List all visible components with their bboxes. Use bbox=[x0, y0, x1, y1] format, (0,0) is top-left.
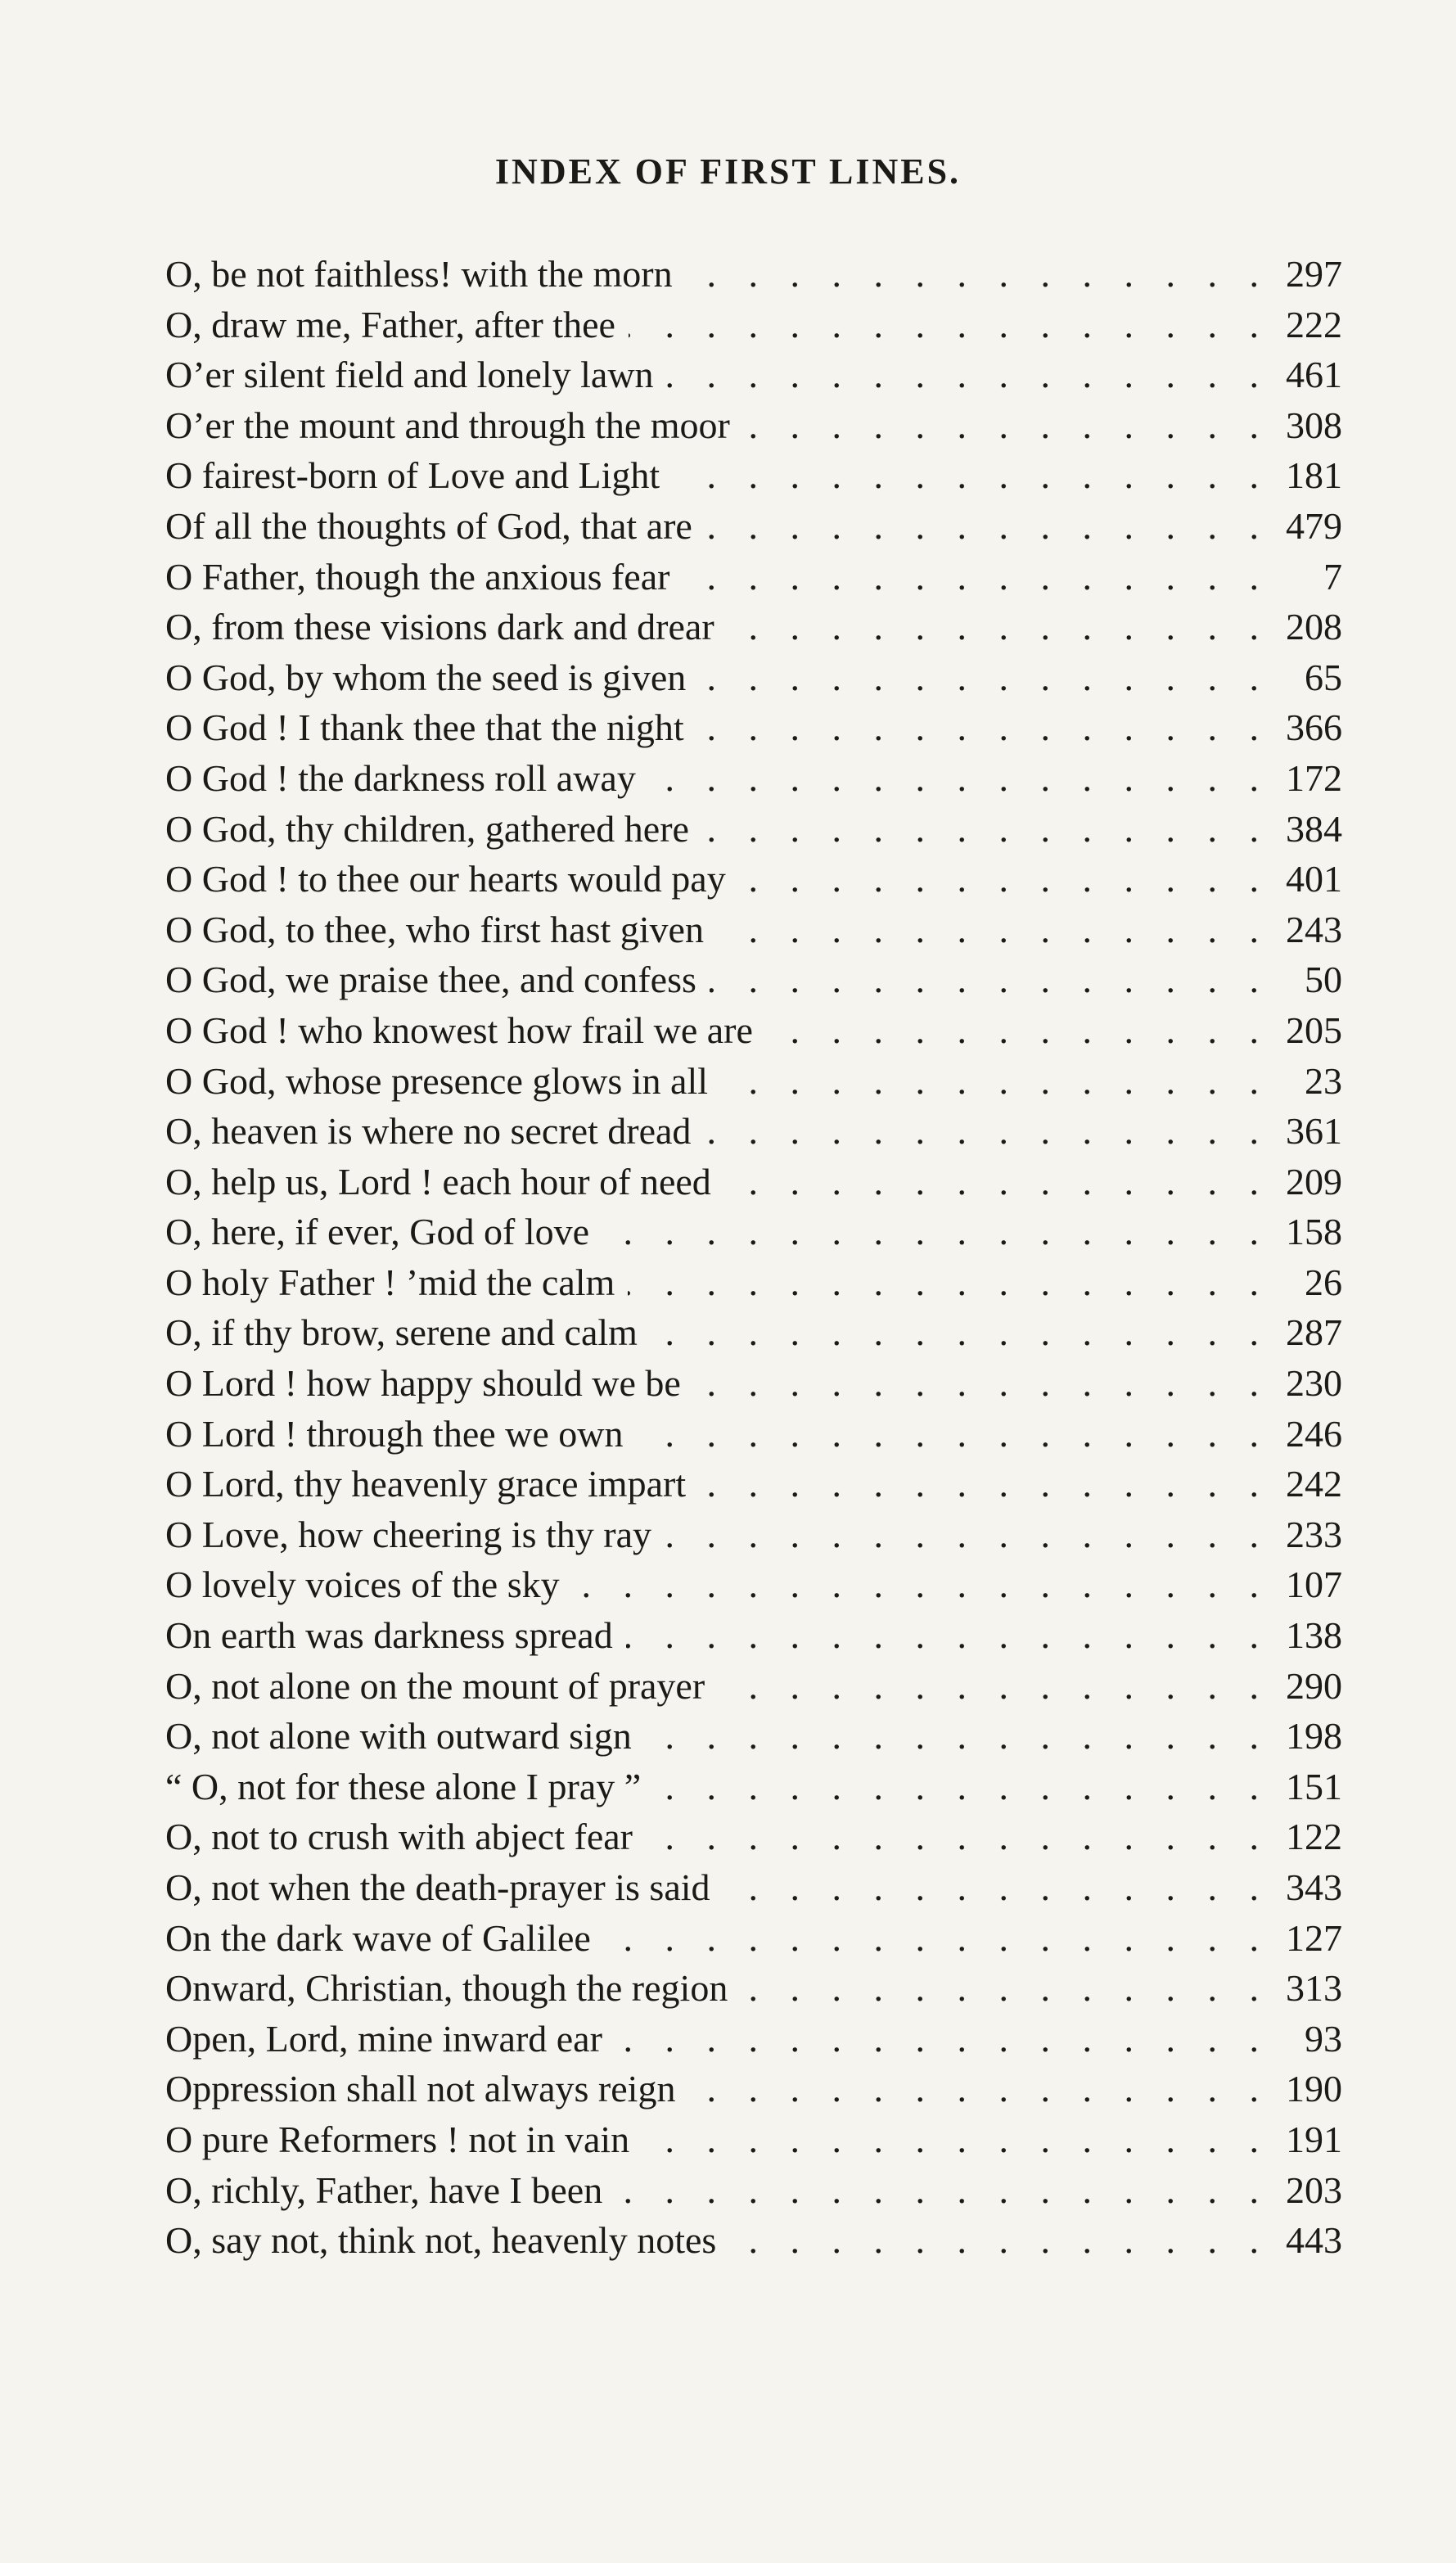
dot-leader bbox=[721, 1056, 1270, 1107]
first-line-text: Oppression shall not always reign bbox=[165, 2068, 676, 2110]
dot-leader bbox=[743, 400, 1270, 451]
first-line-text: O Lord ! through thee we own bbox=[165, 1412, 624, 1455]
first-lines-index bbox=[165, 249, 1342, 2266]
index-entry bbox=[165, 350, 1342, 400]
page-number: 65 bbox=[1305, 656, 1342, 698]
dot-leader bbox=[645, 1711, 1270, 1762]
dot-leader bbox=[697, 702, 1270, 753]
first-line-text: O’er silent field and lonely lawn bbox=[165, 354, 654, 396]
first-line-text: O, heaven is where no secret dread bbox=[165, 1110, 692, 1153]
first-line-text: O God ! I thank thee that the night bbox=[165, 706, 684, 749]
first-line-text: O lovely voices of the sky bbox=[165, 1564, 560, 1606]
index-entry bbox=[165, 1257, 1342, 1308]
page-number: 205 bbox=[1286, 1009, 1342, 1051]
index-entry bbox=[165, 652, 1342, 703]
first-line-text: O God ! who knowest how frail we are bbox=[165, 1009, 753, 1051]
index-entry bbox=[165, 1559, 1342, 1610]
dot-leader bbox=[741, 1963, 1270, 2014]
page-number: 151 bbox=[1286, 1765, 1342, 1807]
page-number: 191 bbox=[1286, 2118, 1342, 2160]
index-entry bbox=[165, 954, 1342, 1005]
first-line-text: O fairest-born of Love and Light bbox=[165, 454, 660, 497]
first-line-text: O God, thy children, gathered here bbox=[165, 807, 689, 850]
index-entry bbox=[165, 1762, 1342, 1812]
index-entry bbox=[165, 1005, 1342, 1056]
page-number: 209 bbox=[1286, 1160, 1342, 1203]
dot-leader bbox=[646, 1812, 1270, 1862]
dot-leader bbox=[723, 1862, 1270, 1913]
dot-leader bbox=[637, 1409, 1270, 1460]
index-entry bbox=[165, 2215, 1342, 2266]
first-line-text: O, not to crush with abject fear bbox=[165, 1816, 633, 1858]
dot-leader bbox=[649, 753, 1270, 804]
index-entry bbox=[165, 400, 1342, 451]
index-entry bbox=[165, 501, 1342, 552]
dot-leader bbox=[694, 1358, 1270, 1409]
dot-leader bbox=[573, 1559, 1270, 1610]
page-number: 384 bbox=[1286, 807, 1342, 850]
first-line-text: O Father, though the anxious fear bbox=[165, 555, 670, 598]
first-line-text: O God ! the darkness roll away bbox=[165, 756, 636, 799]
index-entry bbox=[165, 1358, 1342, 1409]
dot-leader bbox=[673, 450, 1270, 501]
index-entry bbox=[165, 1207, 1342, 1257]
dot-leader bbox=[688, 2064, 1270, 2114]
dot-leader bbox=[615, 2165, 1270, 2216]
page-number: 138 bbox=[1286, 1614, 1342, 1657]
page-number: 401 bbox=[1286, 858, 1342, 900]
index-entry bbox=[165, 1711, 1342, 1762]
dot-leader bbox=[729, 2215, 1270, 2266]
index-entry bbox=[165, 1106, 1342, 1157]
first-line-text: O, here, if ever, God of love bbox=[165, 1211, 590, 1253]
index-entry bbox=[165, 905, 1342, 955]
page-number: 50 bbox=[1305, 959, 1342, 1001]
dot-leader bbox=[710, 954, 1270, 1005]
index-entry bbox=[165, 552, 1342, 602]
page-number: 203 bbox=[1286, 2168, 1342, 2211]
dot-leader bbox=[651, 1307, 1270, 1358]
index-entry bbox=[165, 602, 1342, 652]
index-entry bbox=[165, 249, 1342, 300]
dot-leader bbox=[683, 552, 1270, 602]
index-entry bbox=[165, 450, 1342, 501]
page-number: 343 bbox=[1286, 1866, 1342, 1908]
index-entry bbox=[165, 1307, 1342, 1358]
dot-leader bbox=[739, 854, 1270, 905]
first-line-text: O, not alone with outward sign bbox=[165, 1715, 632, 1758]
dot-leader bbox=[602, 1207, 1270, 1257]
page-number: 23 bbox=[1305, 1059, 1342, 1102]
page-number: 366 bbox=[1286, 706, 1342, 749]
first-line-text: O, not alone on the mount of prayer bbox=[165, 1664, 705, 1707]
page-number: 443 bbox=[1286, 2219, 1342, 2262]
first-line-text: O Lord ! how happy should we be bbox=[165, 1362, 681, 1405]
page-number: 297 bbox=[1286, 253, 1342, 295]
first-line-text: O, from these visions dark and drear bbox=[165, 606, 714, 648]
page-number: 479 bbox=[1286, 504, 1342, 547]
index-entry bbox=[165, 1862, 1342, 1913]
page-number: 198 bbox=[1286, 1715, 1342, 1758]
dot-leader bbox=[699, 1459, 1270, 1509]
first-line-text: O Lord, thy heavenly grace impart bbox=[165, 1463, 687, 1505]
first-line-text: Onward, Christian, though the region bbox=[165, 1967, 728, 2010]
page-number: 93 bbox=[1305, 2017, 1342, 2060]
index-entry bbox=[165, 300, 1342, 350]
index-entry bbox=[165, 1661, 1342, 1712]
index-entry bbox=[165, 1056, 1342, 1107]
first-line-text: O, help us, Lord ! each hour of need bbox=[165, 1160, 711, 1203]
dot-leader bbox=[724, 1157, 1270, 1207]
dot-leader bbox=[667, 350, 1270, 400]
index-entry bbox=[165, 1812, 1342, 1862]
index-entry bbox=[165, 1409, 1342, 1460]
first-line-text: O God, we praise thee, and confess bbox=[165, 959, 696, 1001]
dot-leader bbox=[702, 804, 1270, 855]
index-entry bbox=[165, 2114, 1342, 2165]
page-number: 222 bbox=[1286, 303, 1342, 345]
first-line-text: Open, Lord, mine inward ear bbox=[165, 2017, 602, 2060]
first-line-text: On earth was darkness spread bbox=[165, 1614, 613, 1657]
page-number: 233 bbox=[1286, 1513, 1342, 1555]
page-number: 242 bbox=[1286, 1463, 1342, 1505]
index-entry bbox=[165, 1963, 1342, 2014]
index-entry bbox=[165, 1610, 1342, 1661]
dot-leader bbox=[728, 602, 1270, 652]
dot-leader bbox=[604, 1913, 1270, 1964]
page-number: 107 bbox=[1286, 1564, 1342, 1606]
dot-leader bbox=[615, 2014, 1270, 2064]
index-entry bbox=[165, 753, 1342, 804]
page-number: 461 bbox=[1286, 354, 1342, 396]
page-number: 127 bbox=[1286, 1916, 1342, 1959]
page-number: 287 bbox=[1286, 1311, 1342, 1354]
first-line-text: O, draw me, Father, after thee bbox=[165, 303, 615, 345]
dot-leader bbox=[629, 300, 1270, 350]
page-number: 361 bbox=[1286, 1110, 1342, 1153]
first-line-text: O, be not faithless! with the morn bbox=[165, 253, 673, 295]
page-number: 172 bbox=[1286, 756, 1342, 799]
dot-leader bbox=[705, 501, 1270, 552]
first-line-text: O, say not, think not, heavenly notes bbox=[165, 2219, 717, 2262]
dot-leader bbox=[699, 652, 1270, 703]
page-number: 308 bbox=[1286, 404, 1342, 446]
page-number: 122 bbox=[1286, 1816, 1342, 1858]
index-entry bbox=[165, 1459, 1342, 1509]
dot-leader bbox=[717, 905, 1270, 955]
index-entry bbox=[165, 1913, 1342, 1964]
first-line-text: O holy Father ! ’mid the calm bbox=[165, 1261, 615, 1303]
dot-leader bbox=[628, 1257, 1270, 1308]
first-line-text: O God, by whom the seed is given bbox=[165, 656, 687, 698]
first-line-text: O’er the mount and through the moor bbox=[165, 404, 730, 446]
first-line-text: “ O, not for these alone I pray ” bbox=[165, 1765, 642, 1807]
index-entry bbox=[165, 804, 1342, 855]
page-number: 7 bbox=[1323, 555, 1342, 598]
page-number: 26 bbox=[1305, 1261, 1342, 1303]
index-entry bbox=[165, 1157, 1342, 1207]
page-number: 246 bbox=[1286, 1412, 1342, 1455]
dot-leader bbox=[704, 1106, 1270, 1157]
page-number: 243 bbox=[1286, 908, 1342, 950]
page-number: 290 bbox=[1286, 1664, 1342, 1707]
first-line-text: O, richly, Father, have I been bbox=[165, 2168, 603, 2211]
dot-leader bbox=[665, 1509, 1270, 1560]
index-entry bbox=[165, 2014, 1342, 2064]
dot-leader bbox=[626, 1610, 1270, 1661]
page-number: 190 bbox=[1286, 2068, 1342, 2110]
first-line-text: On the dark wave of Galilee bbox=[165, 1916, 591, 1959]
page-number: 208 bbox=[1286, 606, 1342, 648]
index-entry bbox=[165, 1509, 1342, 1560]
first-line-text: O God, to thee, who first hast given bbox=[165, 908, 704, 950]
index-entry bbox=[165, 2165, 1342, 2216]
first-line-text: O Love, how cheering is thy ray bbox=[165, 1513, 652, 1555]
first-line-text: O, not when the death-prayer is said bbox=[165, 1866, 710, 1908]
first-line-text: O, if thy brow, serene and calm bbox=[165, 1311, 638, 1354]
dot-leader bbox=[686, 249, 1270, 300]
first-line-text: O God, whose presence glows in all bbox=[165, 1059, 709, 1102]
dot-leader bbox=[766, 1005, 1270, 1056]
index-entry bbox=[165, 2064, 1342, 2114]
first-line-text: Of all the thoughts of God, that are bbox=[165, 504, 692, 547]
first-line-text: O pure Reformers ! not in vain bbox=[165, 2118, 630, 2160]
index-entry bbox=[165, 854, 1342, 905]
first-line-text: O God ! to thee our hearts would pay bbox=[165, 858, 726, 900]
dot-leader bbox=[654, 1762, 1270, 1812]
page-number: 181 bbox=[1286, 454, 1342, 497]
page-header: INDEX OF FIRST LINES. bbox=[494, 151, 962, 192]
dot-leader bbox=[718, 1661, 1270, 1712]
index-entry bbox=[165, 702, 1342, 753]
page-number: 230 bbox=[1286, 1362, 1342, 1405]
page-number: 313 bbox=[1286, 1967, 1342, 2010]
page-number: 158 bbox=[1286, 1211, 1342, 1253]
dot-leader bbox=[642, 2114, 1270, 2165]
